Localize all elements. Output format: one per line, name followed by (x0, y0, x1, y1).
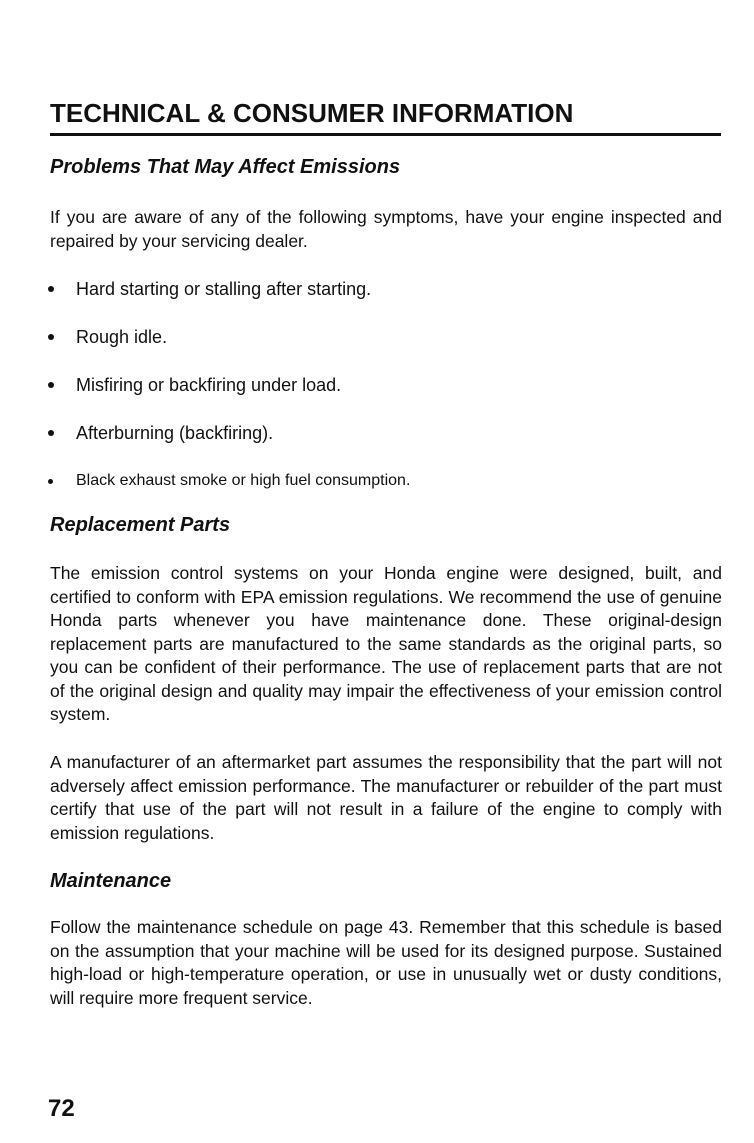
bullet-icon (48, 334, 54, 340)
replacement-paragraph-1: The emission control systems on your Honda engine were designed, built, and certified to conform with EPA emission regulations. We recommend the use of genuine Honda parts whenever you have maintenance done. These original-design replacement parts are manufactured to the same standards as the original parts, so you can be confident of their performance. The use of replacement parts that are not of the original design and quality may impair the effectiveness of your emission control system. (50, 563, 722, 724)
list-item-text: Afterburning (backfiring). (76, 423, 274, 443)
symptoms-list (48, 276, 720, 516)
list-item-text: Misfiring or backfiring under load. (76, 375, 342, 395)
heading-divider (50, 133, 721, 136)
list-item-text: Hard starting or stalling after starting. (76, 279, 372, 299)
list-item (48, 324, 720, 372)
page-title: TECHNICAL & CONSUMER INFORMATION (50, 98, 574, 128)
bullet-icon (48, 382, 54, 388)
bullet-icon (48, 479, 53, 484)
maintenance-paragraph: Follow the maintenance schedule on page 43. Remember that this schedule is based on the assumption that your machine will be used for its designed purpose. Sustained high-load or high-temperature operation, or use in unusually wet or dusty conditions, will require more frequent service. (50, 917, 722, 1008)
list-item (48, 276, 720, 324)
section-title-replacement-parts: Replacement Parts (50, 514, 231, 536)
list-item (48, 372, 720, 420)
replacement-paragraph-2: A manufacturer of an aftermarket part assumes the responsibility that the part will not adversely affect emission performance. The manufacturer or rebuilder of the part must certify that use of the part will not result in a failure of the engine to comply with emission regulations. (50, 752, 722, 843)
list-item-text: Rough idle. (76, 327, 168, 347)
emissions-intro-paragraph: If you are aware of any of the following symptoms, have your engine inspected and repaired by your servicing dealer. (50, 207, 722, 251)
bullet-icon (48, 286, 54, 292)
section-title-maintenance: Maintenance (50, 870, 172, 892)
section-title-emissions: Problems That May Affect Emissions (50, 156, 401, 178)
list-item (48, 468, 720, 516)
list-item (48, 420, 720, 468)
page-number: 72 (48, 1095, 75, 1122)
list-item-text: Black exhaust smoke or high fuel consumption. (76, 472, 411, 489)
bullet-icon (48, 430, 54, 436)
